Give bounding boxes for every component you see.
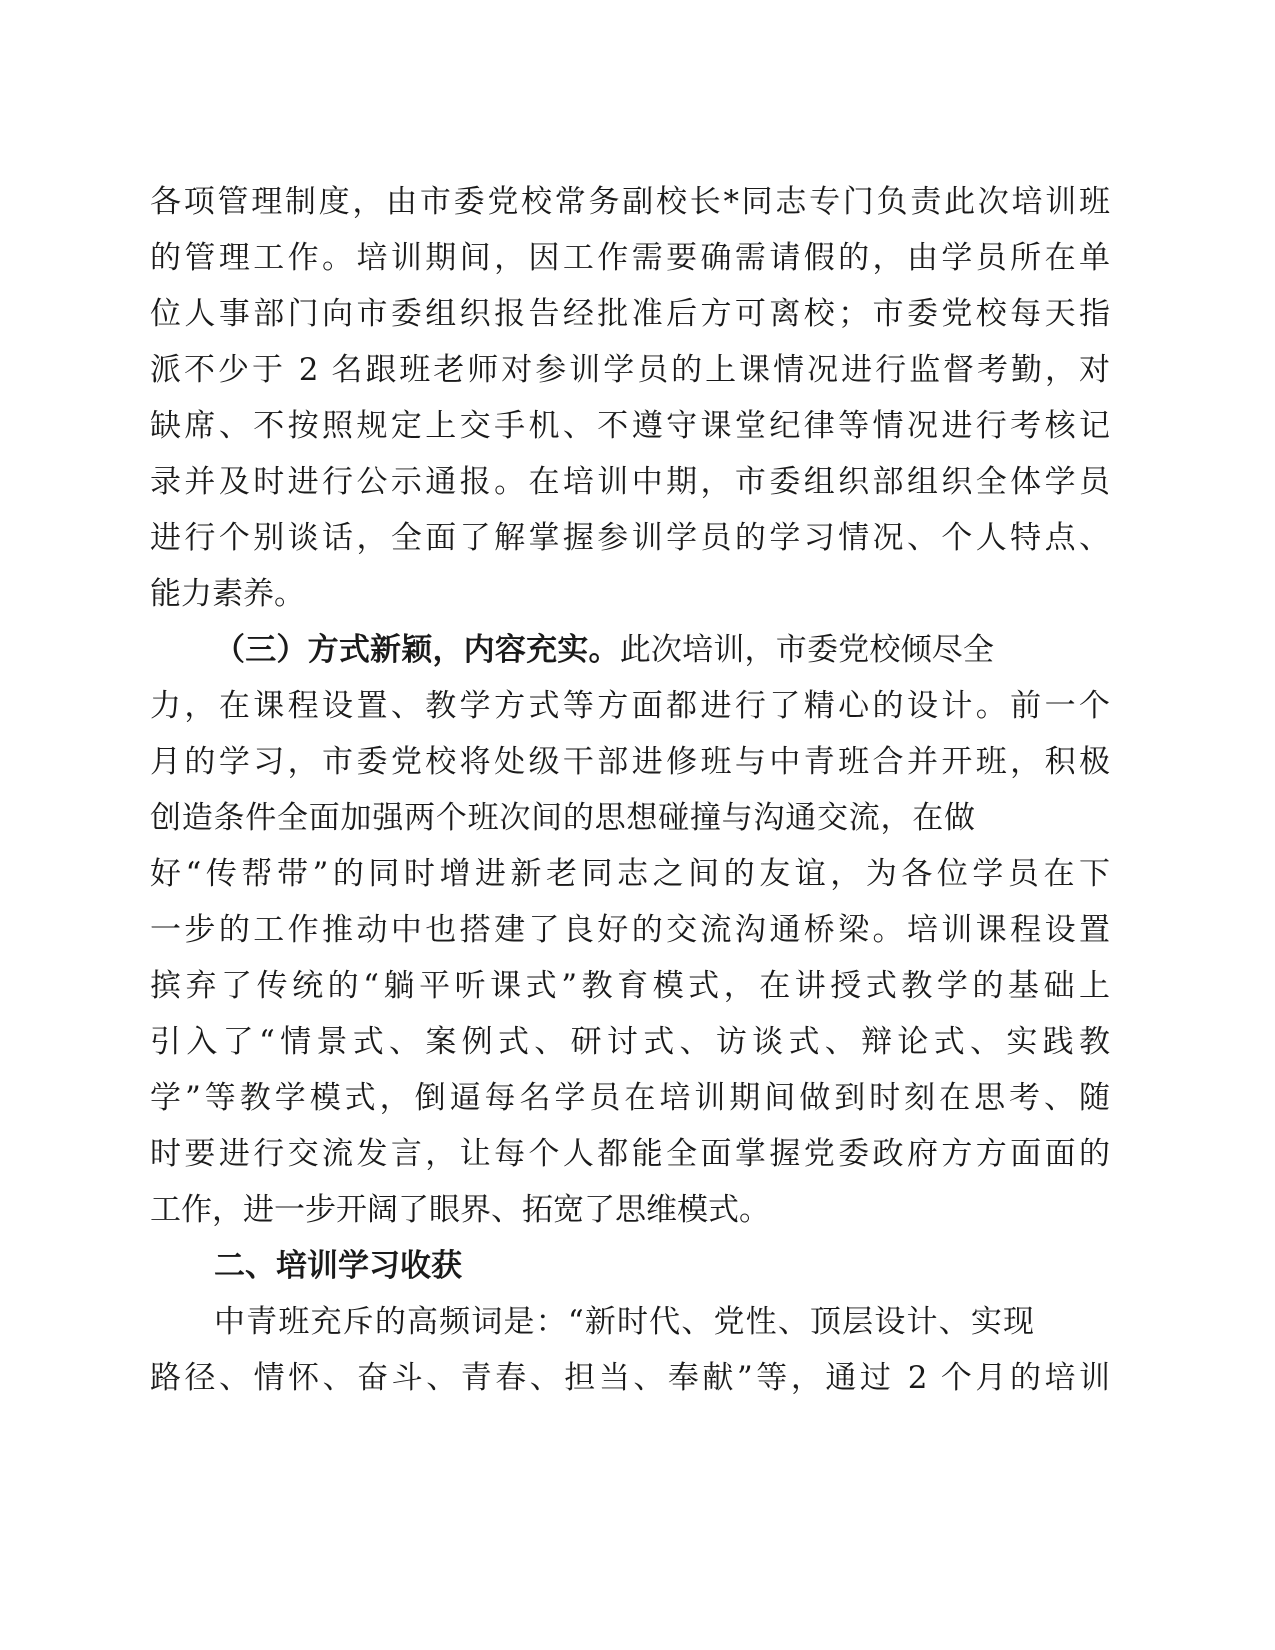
paragraph-line: 摈弃了传统的“躺平听课式”教育模式，在讲授式教学的基础上 [150,968,1110,1004]
paragraph-line: 派不少于 2 名跟班老师对参训学员的上课情况进行监督考勤，对 [150,352,1110,388]
paragraph-line: 能力素养。 [150,576,305,612]
paragraph-line: 学”等教学模式，倒逼每名学员在培训期间做到时刻在思考、随 [150,1080,1110,1116]
paragraph-line: 的管理工作。培训期间，因工作需要确需请假的，由学员所在单 [150,240,1110,276]
paragraph-line: 工作，进一步开阔了眼界、拓宽了思维模式。 [150,1192,770,1228]
paragraph-line: 一步的工作推动中也搭建了良好的交流沟通桥梁。培训课程设置 [150,912,1110,948]
paragraph-line: 力，在课程设置、教学方式等方面都进行了精心的设计。前一个 [150,688,1110,724]
subsection-heading: （三）方式新颖，内容充实。 [214,632,620,668]
paragraph-line: 各项管理制度，由市委党校常务副校长*同志专门负责此次培训班 [150,184,1110,220]
paragraph-line: 位人事部门向市委组织报告经批准后方可离校；市委党校每天指 [150,296,1110,332]
paragraph-line: 引入了“情景式、案例式、研讨式、访谈式、辩论式、实践教 [150,1024,1110,1060]
paragraph-line: 录并及时进行公示通报。在培训中期，市委组织部组织全体学员 [150,464,1110,500]
paragraph-first-line [214,630,994,670]
section-heading: 二、培训学习收获 [214,1248,462,1284]
paragraph-line: 创造条件全面加强两个班次间的思想碰撞与沟通交流，在做 [150,800,975,836]
paragraph-line: 好“传帮带”的同时增进新老同志之间的友谊，为各位学员在下 [150,856,1110,892]
paragraph-line: 进行个别谈话，全面了解掌握参训学员的学习情况、个人特点、 [150,520,1110,556]
paragraph-line: 缺席、不按照规定上交手机、不遵守课堂纪律等情况进行考核记 [150,408,1110,444]
paragraph-line: 月的学习，市委党校将处级干部进修班与中青班合并开班，积极 [150,744,1110,780]
paragraph-line: 中青班充斥的高频词是：“新时代、党性、顶层设计、实现 [214,1304,1034,1340]
paragraph-line: 路径、情怀、奋斗、青春、担当、奉献”等，通过 2 个月的培训 [150,1360,1110,1396]
paragraph-line: 时要进行交流发言，让每个人都能全面掌握党委政府方方面面的 [150,1136,1110,1172]
paragraph-line-rest: 此次培训，市委党校倾尽全 [619,632,995,668]
